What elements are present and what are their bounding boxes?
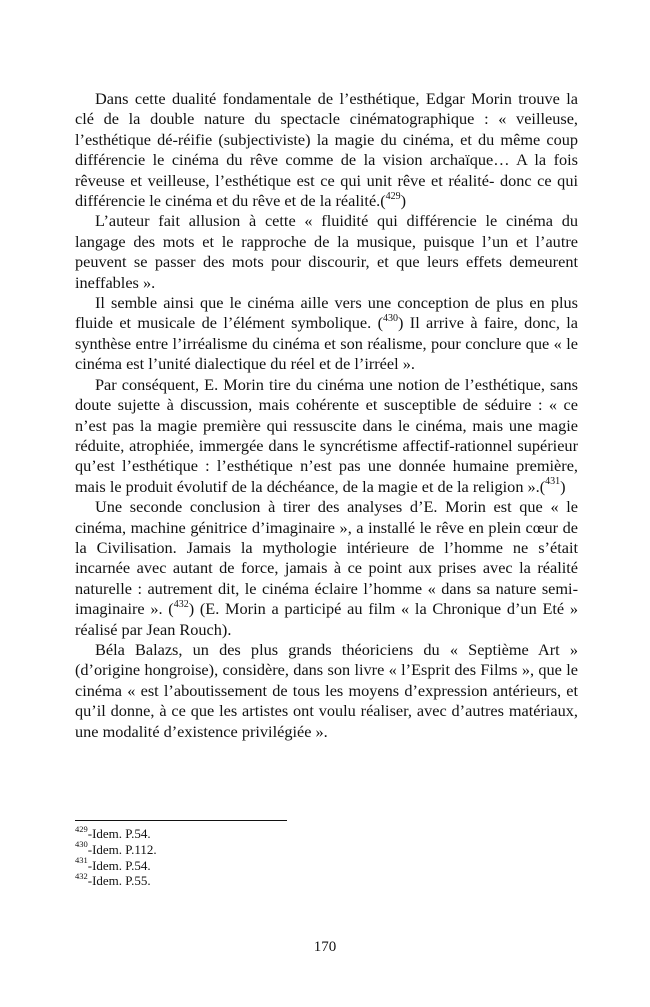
paragraph-text: ) (E. Morin a participé au film « la Chronique d’un Eté » réalisé par Jean Rouch). — [75, 599, 579, 639]
footnote-text: -Idem. P.112. — [87, 841, 157, 857]
footnote-text: -Idem. P.54. — [87, 857, 151, 873]
paragraph-second-conclusion — [75, 497, 578, 640]
paragraph-text: Une seconde conclusion à tirer des analyses d’E. Morin est que « le cinéma, machine génitrice d’imaginaire », a installé le rêve en plein cœur de la Civilisation. Jamais la mythologie intérieure de l’homme ne s’était incarnée avec autant de force, jamais à ce point aux prises avec la réalité naturelle : autrement dit, le cinéma éclaire l’homme « dans sa nature semi-imaginaire ». ( — [75, 497, 578, 619]
paragraph-text: Il semble ainsi que le cinéma aille vers une conception de plus en plus fluide et musicale de l’élément symbolique. ( — [75, 293, 578, 333]
footnote-number: 429 — [75, 823, 88, 834]
footnote-text: -Idem. P.55. — [87, 873, 151, 889]
body-text — [75, 89, 578, 742]
footnote-separator — [75, 820, 287, 821]
footnote-431 — [75, 855, 375, 874]
footnote-number: 431 — [75, 855, 88, 866]
footnote-430 — [75, 839, 375, 858]
paragraph-text: ) — [400, 191, 407, 211]
paragraph-morin-dual-nature — [75, 89, 578, 211]
footnote-number: 430 — [75, 839, 88, 850]
paragraph-text: L’auteur fait allusion à cette « fluidité qui différencie le cinéma du langage des mots et le rapproche de la musique, puisque l’un et l’autre peuvent se passer des mots pour discourir, et que leurs effets demeurent ineffables ». — [75, 211, 578, 292]
footnote-432 — [75, 873, 375, 889]
footnote-ref-429[interactable]: 429 — [385, 190, 401, 202]
footnote-ref-432[interactable]: 432 — [173, 598, 189, 610]
paragraph-text: Par conséquent, E. Morin tire du cinéma une notion de l’esthétique, sans doute sujette à discussion, mais cohérente et susceptible de séduire : « ce n’est pas la magie première qui ressuscite dans le cinéma, mais une magie réduite, atrophiée, immergée dans le syncrétisme affectif-rationnel supérieur qu’est l’esthétique : l’esthétique n’est pas une donnée humaine première, mais le produit évolutif de la déchéance, de la magie et de la religion ».( — [75, 374, 578, 496]
footnote-ref-430[interactable]: 430 — [383, 313, 398, 325]
paragraph-bela-balazs — [75, 640, 578, 742]
paragraph-text: Dans cette dualité fondamentale de l’esthétique, Edgar Morin trouve la clé de la double nature du spectacle cinématographique : « veilleuse, l’esthétique dé-réifie (subjectiviste) la magie du cinéma, et du même coup différencie le cinéma du rêve comme de la vision archaïque… A la fois rêveuse et veilleuse, l’esthétique est ce qui unit rêve et réalité- donc ce qui différencie le cinéma et du rêve et de la réalité.( — [75, 89, 578, 211]
footnotes — [75, 823, 375, 889]
paragraph-aesthetic-notion — [75, 375, 578, 497]
paragraph-symbolic-element — [75, 293, 578, 375]
paragraph-fluidity — [75, 211, 578, 293]
footnote-429 — [75, 823, 375, 842]
footnote-text: -Idem. P.54. — [87, 826, 151, 841]
footnote-ref-431[interactable]: 431 — [545, 476, 561, 488]
page-number: 170 — [313, 939, 337, 955]
footnote-number: 432 — [75, 871, 88, 882]
paragraph-text: Béla Balazs, un des plus grands théoriciens du « Septième Art » (d’origine hongroise), considère, dans son livre « l’Esprit des Films », que le cinéma « est l’aboutissement de tous les moyens d’expression antérieurs, et qu’il donne, à ce que les artistes ont voulu réaliser, avec d’autres matériaux, une modalité d’existence privilégiée ». — [75, 639, 578, 741]
paragraph-text: ) Il arrive à faire, donc, la synthèse entre l’irréalisme du cinéma et son réalisme, pour conclure que « le cinéma est l’unité dialectique du réel et de l’irréel ». — [75, 313, 578, 374]
paragraph-text: ) — [560, 476, 566, 496]
